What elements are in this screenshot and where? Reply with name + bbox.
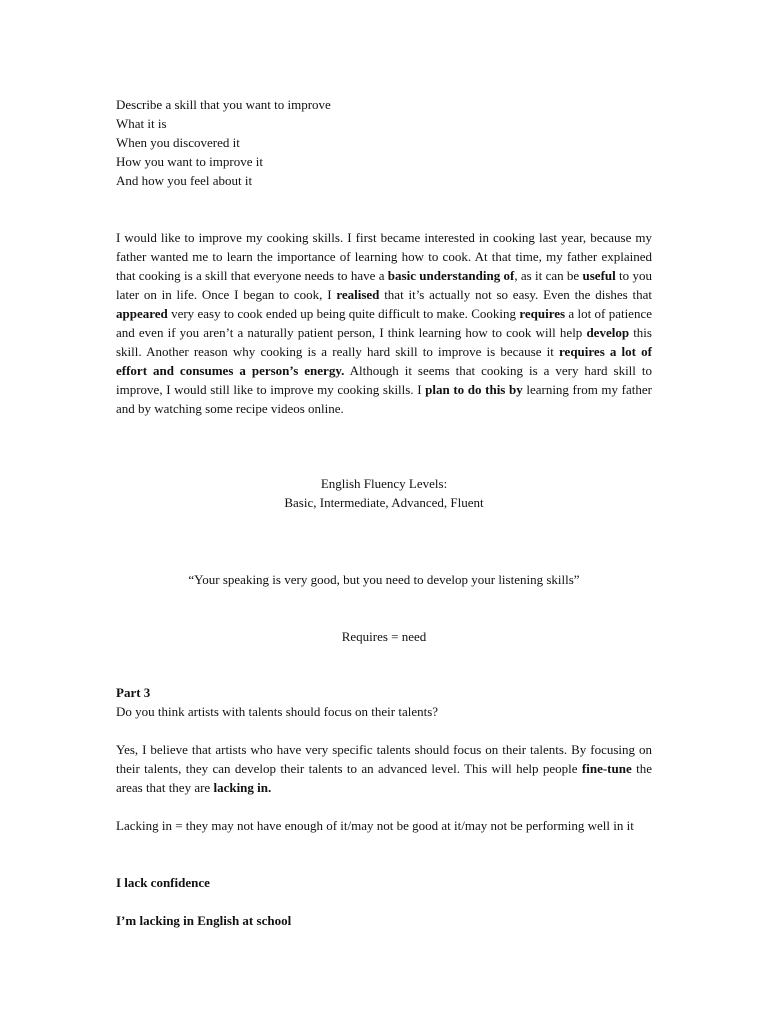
- answer-text: learning from my father and by watching some recipe videos online.: [116, 382, 652, 416]
- prompt-line: What it is: [116, 116, 167, 131]
- part3-question: Do you think artists with talents should focus on their talents?: [116, 704, 439, 719]
- prompt-line: How you want to improve it: [116, 154, 263, 169]
- fluency-title: English Fluency Levels:: [320, 476, 448, 491]
- prompt-list: [116, 95, 652, 190]
- answer-text: the areas that they are: [116, 761, 652, 795]
- answer-text: Although it seems that cooking is a very hard skill to improve, I would still like to improve my cooking skills. I: [116, 363, 652, 397]
- part3-answer: [116, 740, 652, 797]
- answer-text: Yes, I believe that artists who have very specific talents should focus on their talents. By focusing on their talents, they can develop their talents to an advanced level. This will help people: [116, 742, 652, 776]
- fluency-levels: Basic, Intermediate, Advanced, Fluent: [284, 495, 484, 510]
- answer-bold: useful: [582, 268, 616, 283]
- answer-bold: basic understanding of: [387, 268, 515, 283]
- part3-heading: [116, 683, 652, 702]
- example-2: [116, 911, 652, 930]
- answer-bold: requires a lot of effort and consumes a person’s energy.: [116, 344, 652, 378]
- answer-bold: realised: [336, 287, 380, 302]
- quote: “Your speaking is very good, but you need to develop your listening skills”: [188, 572, 580, 587]
- answer-bold: appeared: [116, 306, 168, 321]
- definition-requires: Requires = need: [341, 629, 427, 644]
- answer-text: a lot of patience and even if you aren’t a naturally patient person, I think learning how to cook will help: [116, 306, 652, 340]
- prompt-line: Describe a skill that you want to improve: [116, 97, 331, 112]
- example-2-text: I’m lacking in English at school: [116, 913, 292, 928]
- answer-bold: plan to do this by: [425, 382, 523, 397]
- answer-text: this skill. Another reason why cooking is a really hard skill to improve is because it: [116, 325, 652, 359]
- answer-text: that it’s actually not so easy. Even the dishes that: [379, 287, 652, 302]
- answer-bold: develop: [586, 325, 630, 340]
- answer-text: very easy to cook ended up being quite difficult to make. Cooking: [167, 306, 520, 321]
- prompt-line: And how you feel about it: [116, 173, 253, 188]
- answer-paragraph: [116, 228, 652, 418]
- answer-bold: fine-tune: [581, 761, 632, 776]
- example-1-text: I lack confidence: [116, 875, 210, 890]
- example-1: [116, 873, 652, 892]
- answer-text: , as it can be: [514, 268, 583, 283]
- answer-text: to you later on in life. Once I began to cook, I: [116, 268, 652, 302]
- answer-text: I would like to improve my cooking skills. I first became interested in cooking last year, because my father wanted me to learn the importance of learning how to cook. At that time, my father explained that cooking is a skill that everyone needs to have a: [116, 230, 652, 283]
- prompt-line: When you discovered it: [116, 135, 240, 150]
- lacking-definition: Lacking in = they may not have enough of it/may not be good at it/may not be performing well in it: [116, 818, 634, 833]
- answer-bold: lacking in.: [213, 780, 272, 795]
- answer-bold: requires: [519, 306, 566, 321]
- part3-heading-text: Part 3: [116, 685, 151, 700]
